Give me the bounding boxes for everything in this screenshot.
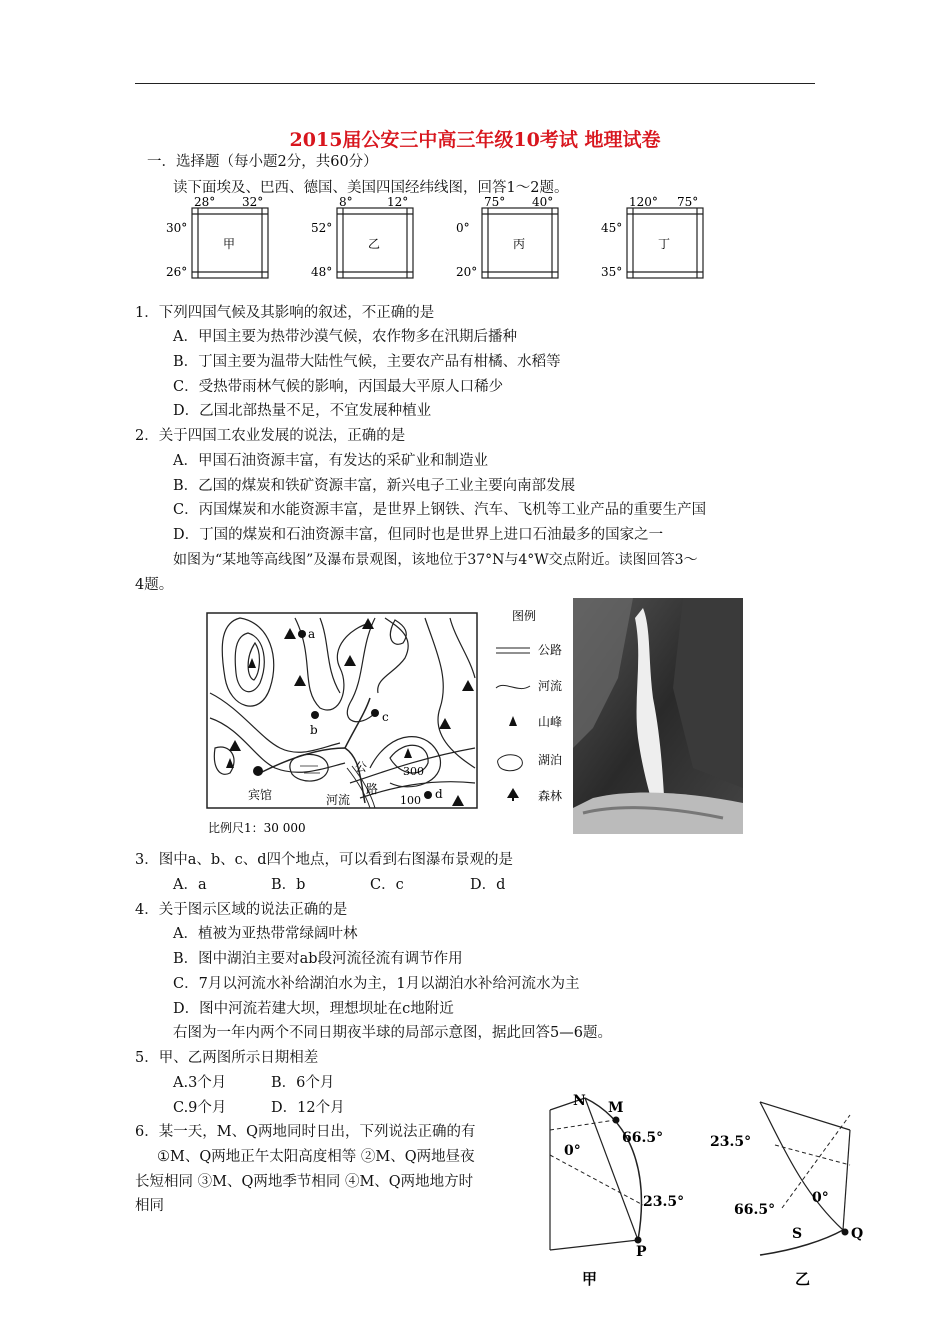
grid-4 [601,196,703,279]
q1-option-b[interactable]: B．丁国主要为温带大陆性气候，主要农产品有柑橘、水稻等 [173,354,561,370]
q5-option-c[interactable]: C.9个月 [173,1100,227,1116]
grid-3 [456,196,558,279]
grid-top-right-label: 32° [242,196,264,209]
fig-yi-caption: 乙 [795,1270,811,1288]
map-label-hotel: 宾馆 [248,788,273,802]
q3-option-a[interactable]: A．a [173,877,207,893]
q6-stem: 6．某一天，M、Q两地同时日出，下列说法正确的有 [135,1124,476,1140]
map-label-100: 100 [400,794,421,807]
fig-yi-66-5: 66.5° [734,1202,776,1218]
fig-jia-66-5: 66.5° [622,1130,664,1146]
grid-country-label: 乙 [368,237,381,251]
lat-lon-grids [160,196,740,288]
tree-icon [439,718,451,729]
figure-yi [700,1090,870,1290]
legend-road: 公路 [538,643,563,657]
fig-yi-0: 0° [812,1190,829,1206]
q4-option-b[interactable]: B．图中湖泊主要对ab段河流径流有调节作用 [173,951,463,967]
tree-icon [452,795,464,806]
q6-statements-l1: ①M、Q两地正午太阳高度相等 ②M、Q两地昼夜 [157,1149,475,1165]
contour-map [200,598,575,840]
legend-peak: 山峰 [538,715,563,729]
section-header: 一．选择题（每小题2分，共60分） [147,154,378,170]
waterfall-photo [573,598,743,834]
grid-country-label: 甲 [223,237,236,251]
fig-yi-23-5: 23.5° [710,1134,752,1150]
q4-option-c[interactable]: C．7月以河流水补给湖泊水为主，1月以湖泊水补给河流水为主 [173,976,580,992]
grid-left-top-label: 45° [601,221,623,235]
legend-river: 河流 [538,679,563,693]
map-label-road1: 公 [355,760,368,774]
intro-1: 读下面埃及、巴西、德国、美国四国经纬线图，回答1～2题。 [173,180,569,196]
q2-option-c[interactable]: C．丙国煤炭和水能资源丰富，是世界上钢铁、汽车、飞机等工业产品的重要生产国 [173,502,707,518]
intro-3: 右图为一年内两个不同日期夜半球的局部示意图，据此回答5—6题。 [173,1025,612,1041]
grid-left-top-label: 52° [311,221,333,235]
grid-2 [311,196,413,279]
grid-top-right-label: 75° [677,196,699,209]
legend-lake: 湖泊 [538,753,563,767]
tree-icon [344,655,356,666]
figure-jia [540,1090,690,1290]
intro-2-line2: 4题。 [135,577,174,593]
q1-option-a[interactable]: A．甲国主要为热带沙漠气候，农作物多在汛期后播种 [173,329,517,345]
tree-icon [294,675,306,686]
q5-option-b[interactable]: B．6个月 [271,1075,335,1091]
q2-stem: 2．关于四国工农业发展的说法，正确的是 [135,428,406,444]
grid-top-right-label: 40° [532,196,554,209]
q1-option-d[interactable]: D．乙国北部热量不足，不宜发展种植业 [173,403,432,419]
grid-left-bottom-label: 35° [601,265,623,279]
q2-option-d[interactable]: D．丁国的煤炭和石油资源丰富，但同时也是世界上进口石油最多的国家之一 [173,527,664,543]
q6-statements-l3: 相同 [135,1198,164,1214]
grid-top-right-label: 12° [387,196,409,209]
q3-option-d[interactable]: D．d [470,877,506,893]
q4-option-d[interactable]: D．图中河流若建大坝，理想坝址在c地附近 [173,1001,454,1017]
map-scale: 比例尺1：30 000 [208,821,306,835]
intro-2-line1: 如图为“某地等高线图”及瀑布景观图，该地位于37°N与4°W交点附近。读图回答3～ [173,552,698,568]
q6-statements-l2: 长短相同 ③M、Q两地季节相同 ④M、Q两地地方时 [135,1174,474,1190]
q5-option-a[interactable]: A.3个月 [173,1075,227,1091]
q3-option-c[interactable]: C．c [370,877,404,893]
map-label-300: 300 [403,765,424,778]
grid-left-top-label: 30° [166,221,188,235]
fig-jia-N: N [573,1093,586,1109]
fig-jia-M: M [608,1100,624,1116]
map-label-a: a [308,627,316,641]
map-label-d: d [435,787,443,801]
map-label-river: 河流 [326,793,351,807]
grid-top-left-label: 120° [629,196,658,209]
grid-left-top-label: 0° [456,221,470,235]
q5-option-d[interactable]: D．12个月 [271,1100,345,1116]
tree-icon [462,680,474,691]
fig-jia-P: P [636,1244,647,1260]
page-title: 2015届公安三中高三年级10考试 地理试卷 [289,129,661,151]
q3-stem: 3．图中a、b、c、d四个地点，可以看到右图瀑布景观的是 [135,852,514,868]
header-rule [135,83,815,84]
map-label-road2: 路 [366,782,379,796]
tree-icon [229,740,241,751]
q4-stem: 4．关于图示区域的说法正确的是 [135,902,348,918]
tree-icon [284,628,296,639]
fig-yi-Q: Q [851,1226,864,1242]
fig-jia-caption: 甲 [582,1270,598,1288]
q5-stem: 5．甲、乙两图所示日期相差 [135,1050,319,1066]
legend-title: 图例 [512,609,537,623]
q4-option-a[interactable]: A．植被为亚热带常绿阔叶林 [173,926,358,942]
grid-1 [166,196,268,279]
q1-option-c[interactable]: C．受热带雨林气候的影响，丙国最大平原人口稀少 [173,379,504,395]
map-label-b: b [310,723,318,737]
fig-jia-0: 0° [564,1143,581,1159]
map-label-c: c [382,710,389,724]
grid-left-bottom-label: 26° [166,265,188,279]
q2-option-b[interactable]: B．乙国的煤炭和铁矿资源丰富，新兴电子工业主要向南部发展 [173,478,576,494]
grid-country-label: 丁 [658,237,671,251]
legend-forest: 森林 [538,789,563,803]
grid-top-left-label: 8° [339,196,353,209]
grid-top-left-label: 75° [484,196,506,209]
grid-left-bottom-label: 48° [311,265,333,279]
grid-left-bottom-label: 20° [456,265,478,279]
q2-option-a[interactable]: A．甲国石油资源丰富，有发达的采矿业和制造业 [173,453,488,469]
fig-jia-23-5: 23.5° [643,1194,685,1210]
q3-option-b[interactable]: B．b [271,877,306,893]
grid-country-label: 丙 [513,237,526,251]
grid-top-left-label: 28° [194,196,216,209]
q1-stem: 1．下列四国气候及其影响的叙述，不正确的是 [135,305,435,321]
fig-yi-S: S [792,1226,803,1242]
